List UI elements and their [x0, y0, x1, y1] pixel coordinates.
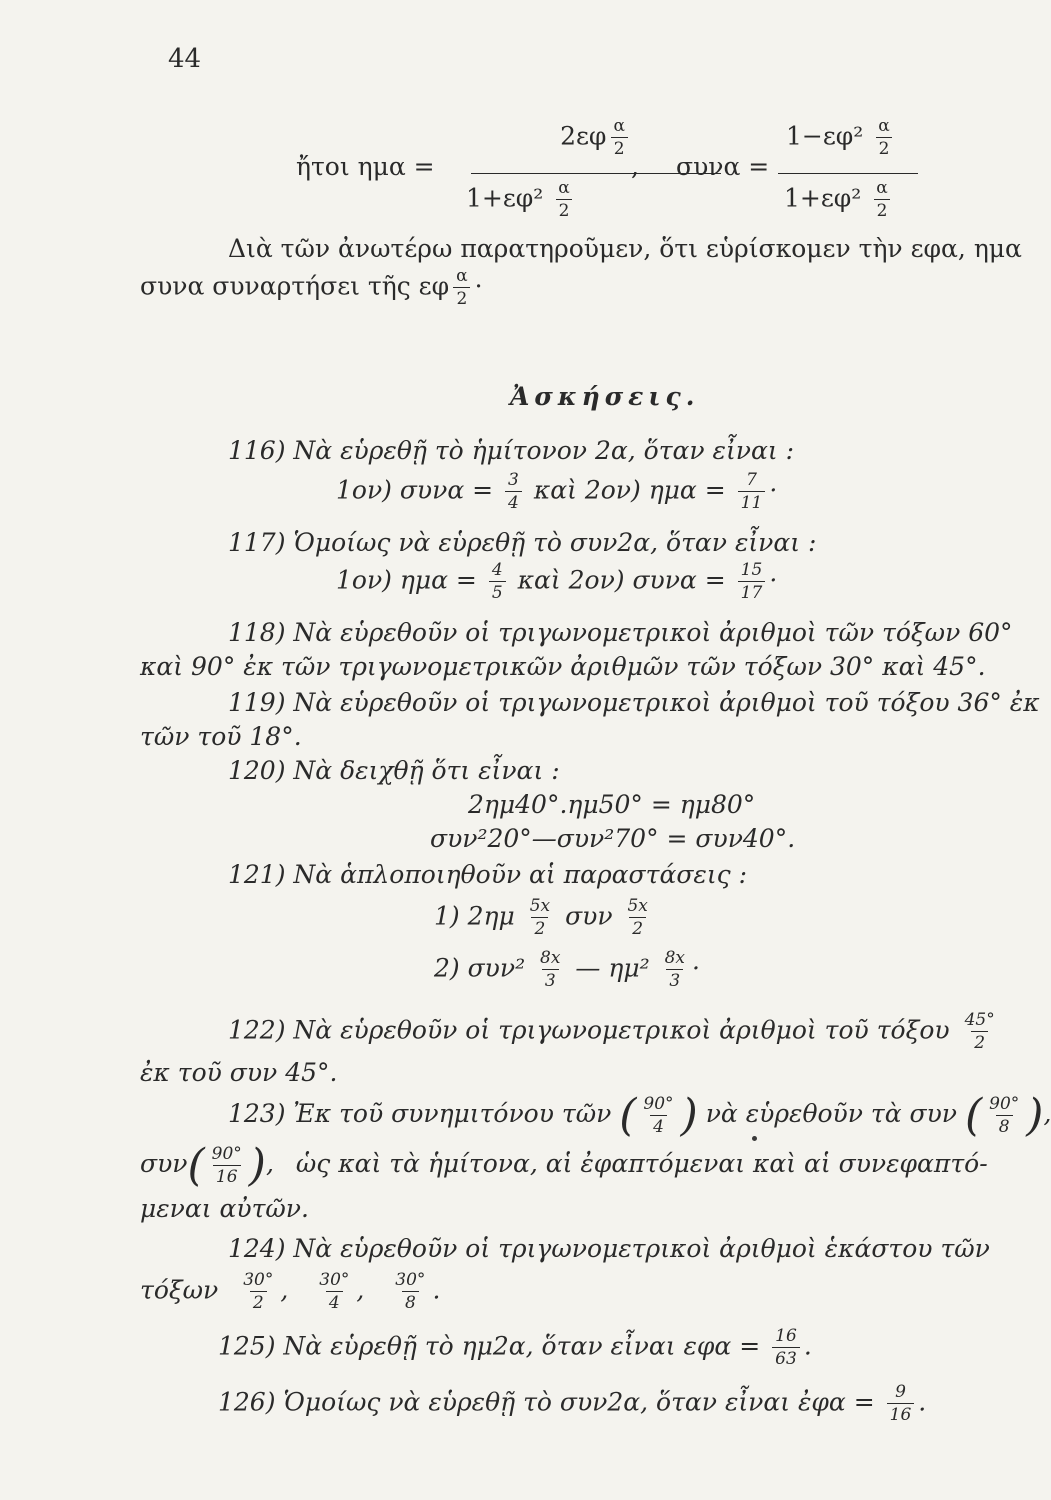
exercise-123-line-3: μεναι αὐτῶν.	[140, 1194, 309, 1223]
exercise-117-cases: 1ον) ημα = $\frac{4}{5}$ καὶ 2ον) συνα = $\frac{15}{17}$ ·	[336, 560, 778, 603]
formula-eta-label: ἤτοι ημα =	[296, 152, 435, 181]
intro-line-2: συνα συναρτήσει τῆς εφ $\frac{\alpha}{2}$ ·	[140, 266, 483, 309]
exercise-117: 117) Ὁμοίως νὰ εὑρεθῇ τὸ συν2α, ὅταν εἶναι :	[228, 528, 817, 557]
exercise-123-line-1: 123) Ἐκ τοῦ συνημιτόνου τῶν ( $\frac{90^\circ}{4}$ ) νὰ εὑρεθοῦν τὰ συν ( $\frac{90^\circ}{8}$ ),	[228, 1090, 1051, 1141]
ink-spot	[752, 1136, 757, 1141]
exercise-121-expr-2: 2) συν² $\frac{8x}{3}$ — ημ² $\frac{8x}{3}$ ·	[434, 948, 700, 991]
exercise-118-line-1: 118) Νὰ εὑρεθοῦν οἱ τριγωνομετρικοὶ ἀριθμοὶ τῶν τόξων 60°	[228, 618, 1013, 647]
formula-eta-denominator: 1+εφ² $\frac{\alpha}{2}$	[466, 180, 577, 220]
exercise-116-cases: 1ον) συνα = $\frac{3}{4}$ καὶ 2ον) ημα = $\frac{7}{11}$ ·	[336, 470, 778, 513]
exercise-118-line-2: καὶ 90° ἐκ τῶν τριγωνομετρικῶν ἀριθμῶν τῶν τόξων 30° καὶ 45°.	[140, 652, 986, 681]
formula-syna-numerator: 1−εφ² $\frac{\alpha}{2}$	[786, 118, 897, 158]
formula-block	[296, 118, 936, 228]
exercise-121: 121) Νὰ ἁπλοποιηθοῦν αἱ παραστάσεις :	[228, 860, 747, 889]
fraction-bar	[778, 173, 918, 174]
exercise-126: 126) Ὁμοίως νὰ εὑρεθῇ τὸ συν2α, ὅταν εἶναι ἐφα = $\frac{9}{16}$ .	[218, 1382, 927, 1425]
formula-syna-denominator: 1+εφ² $\frac{\alpha}{2}$	[784, 180, 895, 220]
exercise-124-line-2: τόξων $\frac{30^\circ}{2}$ , $\frac{30^\circ}{4}$ , $\frac{30^\circ}{8}$ .	[140, 1270, 441, 1313]
exercise-124-line-1: 124) Νὰ εὑρεθοῦν οἱ τριγωνομετρικοὶ ἀριθμοὶ ἑκάστου τῶν	[228, 1234, 990, 1263]
page-number: 44	[168, 44, 202, 74]
section-heading: Ἀσκήσεις.	[510, 382, 700, 411]
exercise-120: 120) Νὰ δειχθῇ ὅτι εἶναι :	[228, 756, 560, 785]
exercise-120-identity-2: συν²20°—συν²70° = συν40°.	[430, 824, 796, 853]
exercise-122-line-1: 122) Νὰ εὑρεθοῦν οἱ τριγωνομετρικοὶ ἀριθμοὶ τοῦ τόξου $\frac{45^\circ}{2}$	[228, 1010, 995, 1053]
exercise-122-line-2: ἐκ τοῦ συν 45°.	[140, 1058, 338, 1087]
formula-syna-label: συνα =	[676, 152, 770, 181]
intro-line-1: Διὰ τῶν ἀνωτέρω παρατηροῦμεν, ὅτι εὑρίσκομεν τὴν εφα, ημα	[228, 234, 1022, 263]
exercise-125: 125) Νὰ εὑρεθῇ τὸ ημ2α, ὅταν εἶναι εφα = $\frac{16}{63}$ .	[218, 1326, 812, 1369]
formula-eta-numerator: 2εφ $\frac{\alpha}{2}$	[446, 118, 746, 158]
exercise-121-expr-1: 1) 2ημ $\frac{5x}{2}$ συν $\frac{5x}{2}$	[434, 896, 648, 939]
exercise-119-line-1: 119) Νὰ εὑρεθοῦν οἱ τριγωνομετρικοὶ ἀριθμοὶ τοῦ τόξου 36° ἐκ	[228, 688, 1040, 717]
exercise-116: 116) Νὰ εὑρεθῇ τὸ ἡμίτονον 2α, ὅταν εἶναι :	[228, 436, 795, 465]
exercise-120-identity-1: 2ημ40°.ημ50° = ημ80°	[468, 790, 756, 819]
exercise-119-line-2: τῶν τοῦ 18°.	[140, 722, 302, 751]
formula-comma: ,	[631, 152, 639, 181]
exercise-123-line-2: συν( $\frac{90^\circ}{16}$ ), ὡς καὶ τὰ ἡμίτονα, αἱ ἐφαπτόμεναι καὶ αἱ συνεφαπτό-	[140, 1140, 988, 1191]
